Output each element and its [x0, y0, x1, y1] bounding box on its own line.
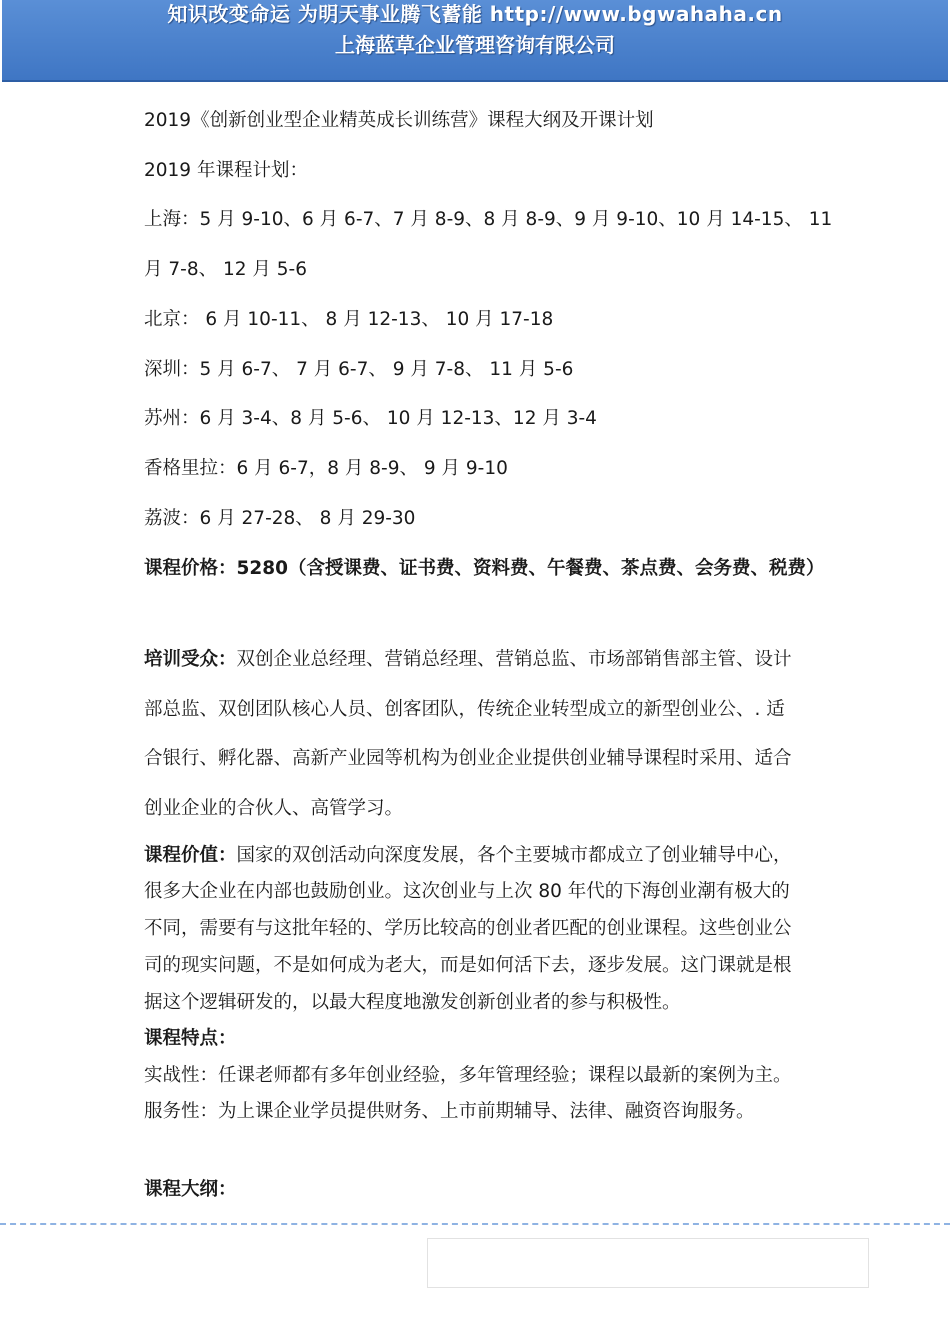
footer-divider: [0, 1223, 950, 1225]
feature-service: 服务性：为上课企业学员提供财务、上市前期辅导、法律、融资咨询服务。: [144, 1101, 755, 1122]
schedule-shanghai-line1: 上海：5 月 9-10、6 月 6-7、7 月 8-9、8 月 8-9、9 月 9-10、10 月 14-15、 11: [144, 209, 833, 230]
audience-line1: [144, 647, 792, 673]
value-text-1: 国家的双创活动向深度发展，各个主要城市都成立了创业辅导中心，: [236, 845, 792, 866]
schedule-libo: 荔波：6 月 27-28、 8 月 29-30: [144, 508, 416, 529]
schedule-shangrila: 香格里拉：6 月 6-7，8 月 8-9、 9 月 9-10: [144, 458, 508, 479]
value-line1: [144, 843, 792, 869]
schedule-beijing: 北京： 6 月 10-11、 8 月 12-13、 10 月 17-18: [144, 309, 554, 330]
plan-heading: 2019 年课程计划：: [144, 160, 308, 181]
audience-label: 培训受众：: [144, 649, 237, 670]
course-price: 课程价格：5280（含授课费、证书费、资料费、午餐费、茶点费、会务费、税费）: [144, 558, 825, 579]
audience-line4: 创业企业的合伙人、高管学习。: [144, 798, 404, 819]
page-header-banner: [2, 0, 948, 82]
feature-practical: 实战性：任课老师都有多年创业经验，多年管理经验；课程以最新的案例为主。: [144, 1065, 792, 1086]
value-line2: 很多大企业在内部也鼓励创业。这次创业与上次 80 年代的下海创业潮有极大的: [144, 881, 790, 902]
schedule-suzhou: 苏州：6 月 3-4、8 月 5-6、 10 月 12-13、12 月 3-4: [144, 408, 597, 429]
value-line4: 司的现实问题，不是如何成为老大，而是如何活下去，逐步发展。这门课就是根: [144, 955, 792, 976]
footer-box: [427, 1238, 869, 1288]
outline-label: 课程大纲：: [144, 1179, 237, 1200]
header-slogan: 知识改变命运 为明天事业腾飞蓄能 http://www.bgwahaha.cn: [167, 2, 783, 26]
audience-text-1: 双创企业总经理、营销总经理、营销总监、市场部销售部主管、设计: [236, 649, 792, 670]
value-line5: 据这个逻辑研发的，以最大程度地激发创新创业者的参与积极性。: [144, 992, 681, 1013]
value-label: 课程价值：: [144, 845, 237, 866]
schedule-shenzhen: 深圳：5 月 6-7、 7 月 6-7、 9 月 7-8、 11 月 5-6: [144, 359, 574, 380]
schedule-shanghai-line2: 月 7-8、 12 月 5-6: [144, 259, 307, 280]
audience-line2: 部总监、双创团队核心人员、创客团队，传统企业转型成立的新型创业公、. 适: [144, 699, 785, 720]
header-company-name: 上海蓝草企业管理咨询有限公司: [335, 33, 615, 57]
document-title: 2019《创新创业型企业精英成长训练营》课程大纲及开课计划: [144, 110, 654, 131]
features-label: 课程特点：: [144, 1028, 237, 1049]
value-line3: 不同，需要有与这批年轻的、学历比较高的创业者匹配的创业课程。这些创业公: [144, 918, 792, 939]
audience-line3: 合银行、孵化器、高新产业园等机构为创业企业提供创业辅导课程时采用、适合: [144, 748, 792, 769]
